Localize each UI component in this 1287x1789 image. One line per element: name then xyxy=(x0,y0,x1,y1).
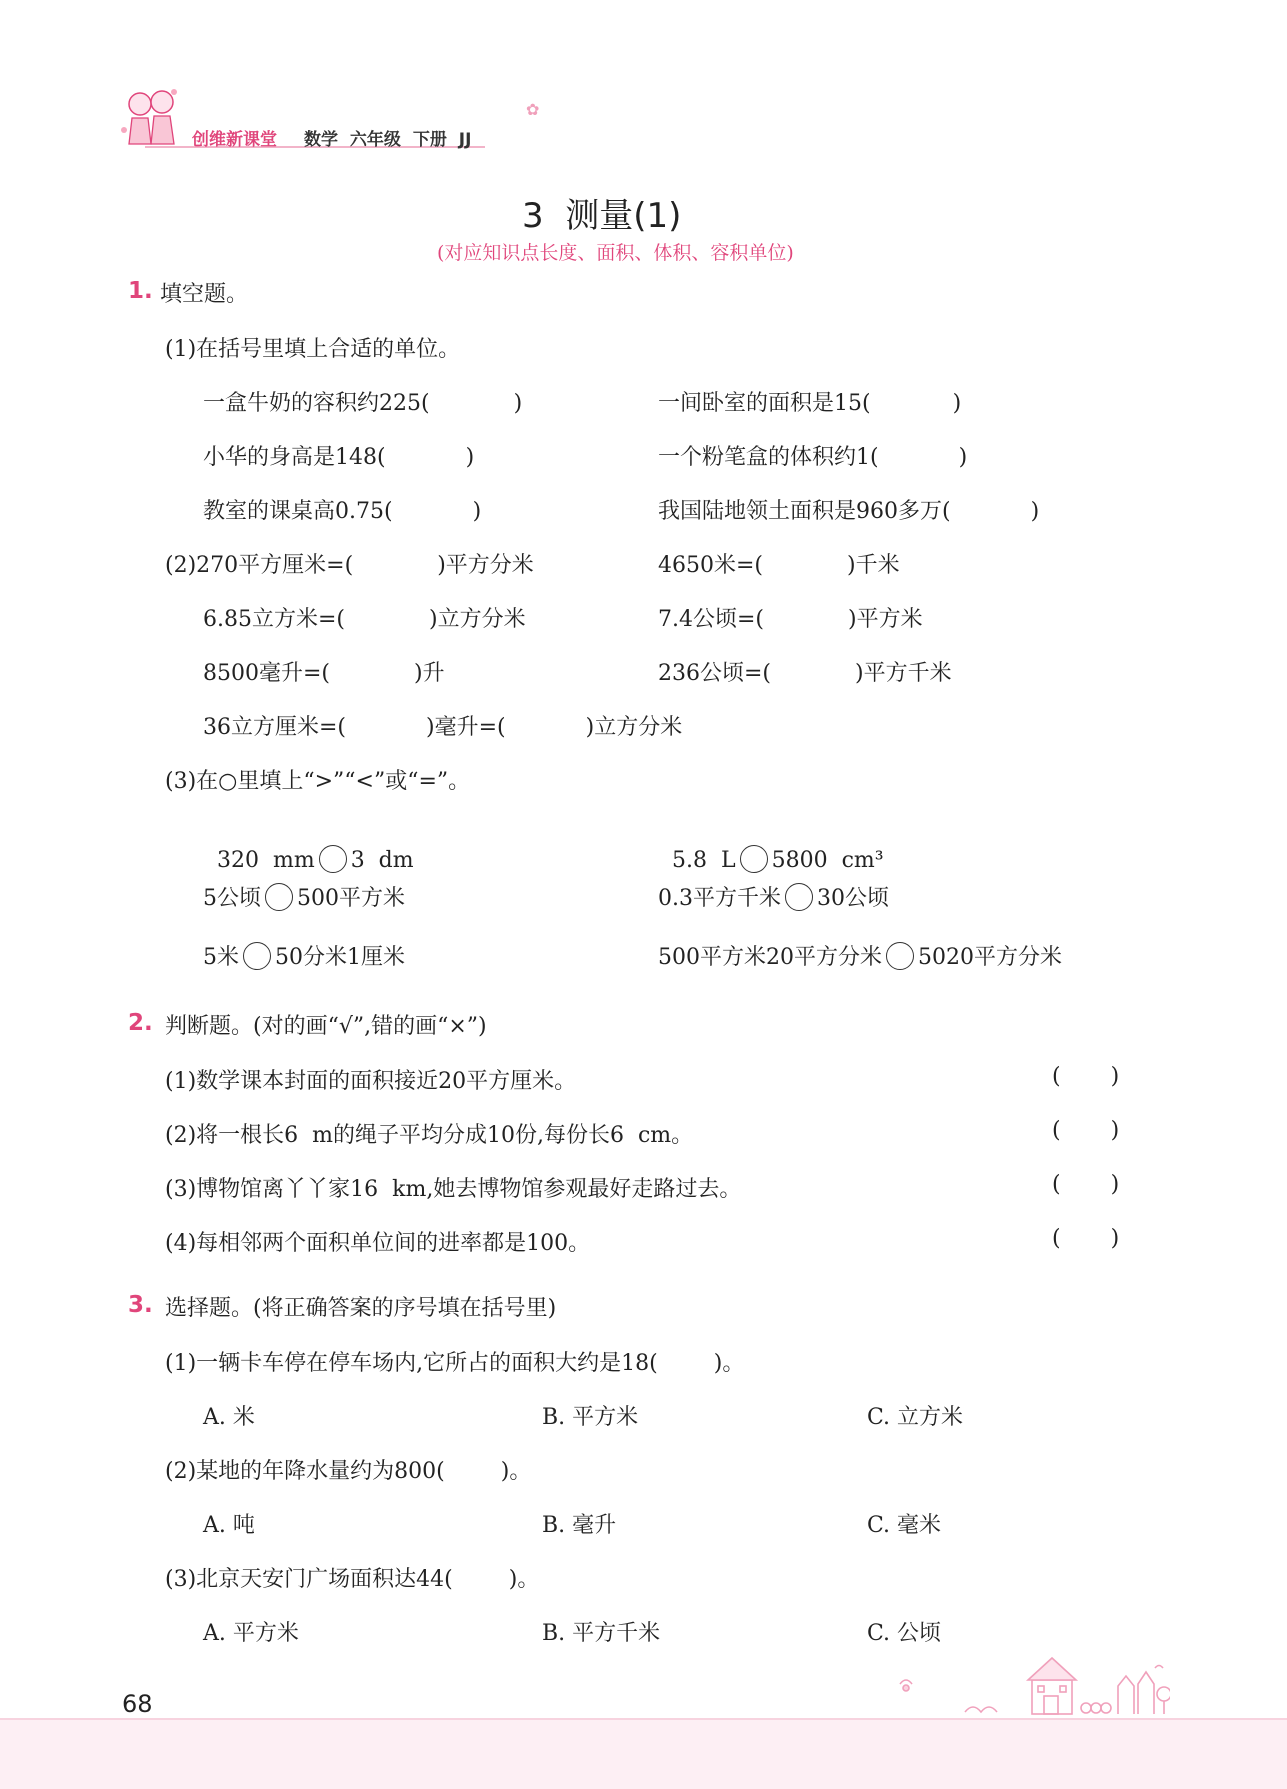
q1-p1-item: 一间卧室的面积是15( ) xyxy=(658,391,962,416)
q1-p3-item: 5.8 L 5800 cm³ xyxy=(658,822,884,875)
q1-p3-label: (3)在○里填上“>”“<”或“=”。 xyxy=(165,769,471,794)
answer-bracket[interactable]: ( ) xyxy=(1052,1226,1120,1251)
q1-p3-item: 320 mm 3 dm xyxy=(203,822,414,875)
q1-p2-item: 6.85立方米=( )立方分米 xyxy=(203,607,526,632)
q1-number: 1. xyxy=(128,278,153,304)
q3-option-b[interactable]: B. 平方千米 xyxy=(542,1621,661,1646)
q3-stem: (1)一辆卡车停在停车场内,它所占的面积大约是18( )。 xyxy=(165,1351,745,1376)
q1-p1-item: 一盒牛奶的容积约225( ) xyxy=(203,391,523,416)
page-subtitle: (对应知识点长度、面积、体积、容积单位) xyxy=(437,242,794,264)
compare-circle[interactable] xyxy=(785,883,813,911)
q2-item: (4)每相邻两个面积单位间的进率都是100。 xyxy=(165,1231,591,1256)
castle-icon xyxy=(880,1650,1170,1720)
header-volume: 下册 xyxy=(412,130,447,150)
header-subject-text: 数学 xyxy=(304,130,338,150)
mascot-icon xyxy=(118,84,188,154)
header-mascot xyxy=(118,84,188,154)
header-grade: 六年级 xyxy=(349,130,401,150)
q1-p1-label: (1)在括号里填上合适的单位。 xyxy=(165,337,461,362)
q1-p1-item: 教室的课桌高0.75( ) xyxy=(203,499,482,524)
header-subject xyxy=(304,125,471,150)
compare-circle[interactable] xyxy=(319,845,347,873)
answer-bracket[interactable]: ( ) xyxy=(1052,1172,1120,1197)
header-brand: 创维新课堂 xyxy=(192,130,277,150)
q1-p2-item: 236公顷=( )平方千米 xyxy=(658,661,952,686)
q3-option-a[interactable]: A. 吨 xyxy=(203,1513,255,1538)
q2-title: 判断题。(对的画“√”,错的画“×”) xyxy=(165,1014,487,1039)
q1-p3-item: 500平方米20平方分米 5020平方分米 xyxy=(658,940,1062,972)
q3-number: 3. xyxy=(128,1292,153,1318)
q3-stem: (2)某地的年降水量约为800( )。 xyxy=(165,1459,532,1484)
q3-option-c[interactable]: C. 公顷 xyxy=(867,1621,942,1646)
q1-p2-item: 7.4公顷=( )平方米 xyxy=(658,607,923,632)
compare-circle[interactable] xyxy=(740,845,768,873)
q2-number: 2. xyxy=(128,1010,153,1036)
q3-option-c[interactable]: C. 立方米 xyxy=(867,1405,964,1430)
page-title: 3 测量(1) xyxy=(522,196,682,236)
castle-decoration-icon xyxy=(880,1650,1170,1720)
flower-icon: ✿ xyxy=(526,100,540,119)
q1-p2-item: 4650米=( )千米 xyxy=(658,553,900,578)
answer-bracket[interactable]: ( ) xyxy=(1052,1118,1120,1143)
q3-option-a[interactable]: A. 米 xyxy=(203,1405,255,1430)
page-number: 68 xyxy=(122,1690,153,1718)
compare-circle[interactable] xyxy=(243,942,271,970)
answer-bracket[interactable]: ( ) xyxy=(1052,1064,1120,1089)
q1-p1-item: 小华的身高是148( ) xyxy=(203,445,475,470)
q1-p2-item: (2)270平方厘米=( )平方分米 xyxy=(165,553,534,578)
q3-option-c[interactable]: C. 毫米 xyxy=(867,1513,942,1538)
q1-p2-item: 36立方厘米=( )毫升=( )立方分米 xyxy=(203,715,683,740)
q1-p1-item: 一个粉笔盒的体积约1( ) xyxy=(658,445,968,470)
q1-title: 填空题。 xyxy=(160,282,249,307)
q1-p2-item: 8500毫升=( )升 xyxy=(203,661,445,686)
q3-title: 选择题。(将正确答案的序号填在括号里) xyxy=(165,1296,557,1321)
header-edition: JJ xyxy=(458,130,472,150)
footer-band xyxy=(0,1720,1287,1789)
q3-option-a[interactable]: A. 平方米 xyxy=(203,1621,299,1646)
compare-circle[interactable] xyxy=(886,942,914,970)
compare-circle[interactable] xyxy=(265,883,293,911)
q3-stem: (3)北京天安门广场面积达44( )。 xyxy=(165,1567,540,1592)
q2-item: (1)数学课本封面的面积接近20平方厘米。 xyxy=(165,1069,577,1094)
q1-p3-item: 0.3平方千米 30公顷 xyxy=(658,881,889,913)
q1-p3-item: 5米 50分米1厘米 xyxy=(203,940,405,972)
q2-item: (2)将一根长6 m的绳子平均分成10份,每份长6 cm。 xyxy=(165,1123,694,1148)
q1-p3-item: 5公顷 500平方米 xyxy=(203,881,405,913)
q3-option-b[interactable]: B. 毫升 xyxy=(542,1513,617,1538)
q2-item: (3)博物馆离丫丫家16 km,她去博物馆参观最好走路过去。 xyxy=(165,1177,742,1202)
q3-option-b[interactable]: B. 平方米 xyxy=(542,1405,639,1430)
q1-p1-item: 我国陆地领土面积是960多万( ) xyxy=(658,499,1040,524)
